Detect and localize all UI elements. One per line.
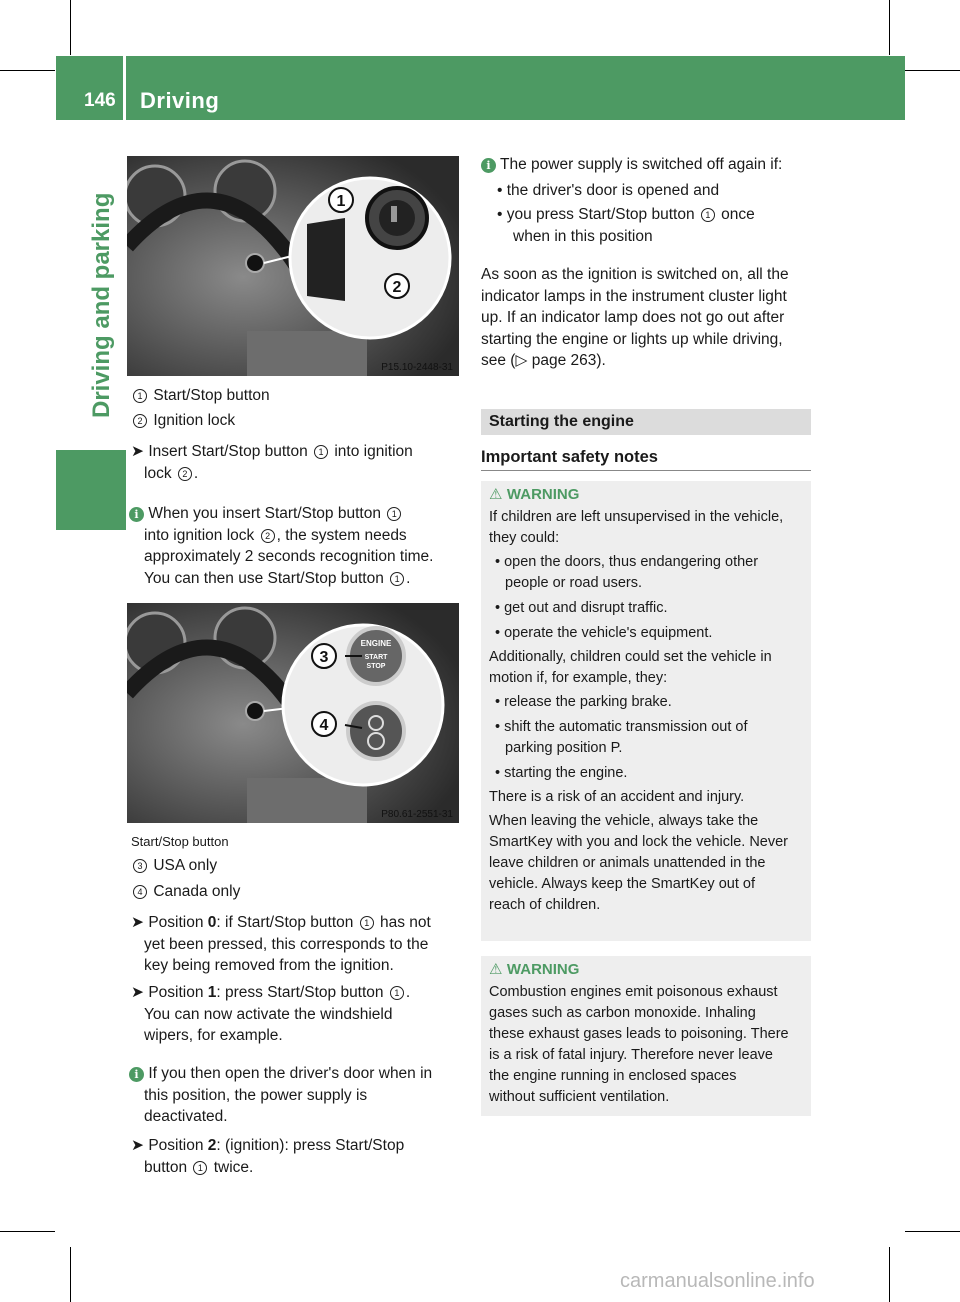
figure-start-stop-button <box>127 603 459 823</box>
page-number: 146 <box>84 90 116 111</box>
crop-mark <box>905 70 960 71</box>
figure-caption: Start/Stop button <box>131 834 229 849</box>
legend-2: 3 USA only 4 Canada only <box>131 855 461 902</box>
warning-box-children: ⚠ WARNING If children are left unsupervised in the vehicle, they could: • open the doors, thus endangering other people or road users. • get out and disrupt traffic. • operate the vehicle's equipment. Additionally, children could set the vehicle in motion if, for example, they: • release the parking brake. • shift the automatic transmission out of parking position P. • starting the engine. There is a risk of an accident and injury. When leaving the vehicle, always take the SmartKey with you and lock the vehicle. Never leave children or animals unattended in the vehicle. Always keep the SmartKey out of reach of children. <box>481 481 811 941</box>
section-heading-bar <box>481 409 811 435</box>
marker: 1 <box>387 507 401 521</box>
subheading: Important safety notes <box>481 448 658 466</box>
marker: 1 <box>360 916 374 930</box>
subheading-rule <box>481 470 811 471</box>
marker: 2 <box>133 414 147 428</box>
step-position-0: ➤ Position 0: if Start/Stop button 1 has not yet been pressed, this corresponds to the key being removed from the ignition. <box>131 914 431 974</box>
section-title: Driving <box>140 88 220 113</box>
marker: 1 <box>701 208 715 222</box>
marker: 1 <box>390 572 404 586</box>
crop-mark <box>889 1247 890 1302</box>
section-heading: Starting the engine <box>489 413 634 430</box>
crop-mark <box>905 1231 960 1232</box>
crop-mark <box>0 1231 55 1232</box>
start-label: START <box>364 654 388 661</box>
marker: 1 <box>314 445 328 459</box>
step-arrow-icon: ➤ <box>131 914 144 931</box>
step-arrow-icon: ➤ <box>131 443 144 460</box>
crop-mark <box>0 70 55 71</box>
marker: 4 <box>133 885 147 899</box>
step-insert: ➤ Insert Start/Stop button 1 into ignition lock 2 . <box>131 443 413 482</box>
info-icon: i <box>129 507 144 522</box>
info-door: i If you then open the driver's door when in this position, the power supply is deactivated. <box>129 1063 464 1128</box>
callout-3: 3 <box>319 649 329 666</box>
figure-code: P80.61-2551-31 <box>381 809 453 820</box>
warning-title: WARNING <box>506 961 580 978</box>
marker: 1 <box>193 1161 207 1175</box>
warning-box-exhaust: ⚠ WARNING Combustion engines emit poisonous exhaust gases such as carbon monoxide. Inhaling these exhaust gases leads to poisoning. There is a risk of fatal injury. Therefore never leave the engine running in enclosed spaces without sufficient ventilation. <box>481 956 811 1116</box>
legend-text: Ignition lock <box>153 411 236 429</box>
marker: 1 <box>133 389 147 403</box>
figure-code: P15.10-2448-31 <box>381 362 453 373</box>
stop-label: STOP <box>366 663 386 670</box>
step-position-1: ➤ Position 1: press Start/Stop button 1 . You can now activate the windshield wipers, for example. <box>131 984 411 1044</box>
info-icon: i <box>481 158 496 173</box>
step-arrow-icon: ➤ <box>131 1137 144 1154</box>
marker: 3 <box>133 859 147 873</box>
step-arrow-icon: ➤ <box>131 984 144 1001</box>
legend-text: Start/Stop button <box>153 387 270 404</box>
watermark: carmanualsonline.info <box>620 1270 815 1292</box>
marker: 2 <box>178 467 192 481</box>
crop-mark <box>70 1247 71 1302</box>
info-power-supply: i The power supply is switched off again if: • the driver's door is opened and • you press Start/Stop button 1 once when in this position <box>481 154 816 247</box>
warning-icon: ⚠ <box>489 961 503 978</box>
side-tab-marker <box>56 450 126 530</box>
paragraph-indicator-lamps: As soon as the ignition is switched on, all the indicator lamps in the instrument cluster light up. If an indicator lamp does not go out after starting the engine or lights up while driving, see (▷ page 263). <box>481 266 789 369</box>
marker: 1 <box>390 986 404 1000</box>
step-position-2: ➤ Position 2: (ignition): press Start/Stop button 1 twice. <box>131 1137 405 1176</box>
page-reference-link[interactable]: page 263). <box>531 352 606 369</box>
header-separator <box>123 56 126 120</box>
callout-2: 2 <box>392 279 402 296</box>
page-ref-arrow-icon: ▷ <box>515 352 528 369</box>
callout-4: 4 <box>319 717 329 734</box>
info-icon: i <box>129 1067 144 1082</box>
info-recognition: i When you insert Start/Stop button 1 into ignition lock 2 , the system needs approximately 2 seconds recognition time. You can then use Start/Stop button 1 . <box>129 503 464 589</box>
chapter-label: Driving and parking <box>88 192 115 418</box>
callout-1: 1 <box>336 193 346 210</box>
marker: 2 <box>261 529 275 543</box>
warning-title: WARNING <box>506 486 580 503</box>
figure-ignition-lock <box>127 156 459 376</box>
crop-mark <box>70 0 71 55</box>
legend-1 <box>131 385 461 431</box>
crop-mark <box>889 0 890 55</box>
warning-icon: ⚠ <box>489 486 503 503</box>
engine-label: ENGINE <box>360 639 392 648</box>
